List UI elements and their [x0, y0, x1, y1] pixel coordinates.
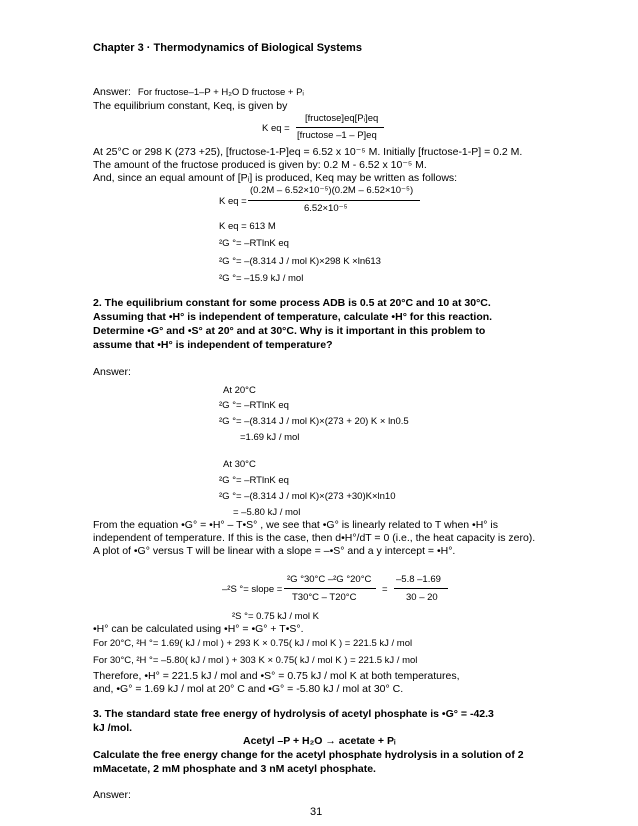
- calc-line: =1.69 kJ / mol: [240, 432, 300, 443]
- keq-numerator: [fructose]eq[Pᵢ]eq: [305, 113, 379, 124]
- calc-line: K eq = 613 M: [219, 221, 276, 232]
- calc-line: ²S °= 0.75 kJ / mol K: [232, 611, 319, 622]
- page-number: 31: [310, 806, 323, 818]
- text-line: A plot of •G° versus T will be linear with a slope = –•S° and a y intercept = •H°.: [93, 545, 456, 557]
- fraction-bar: [394, 588, 448, 589]
- calc-line: For 30°C, ²H °= –5.80( kJ / mol ) + 303 K × 0.75( kJ / mol K ) = 221.5 kJ / mol: [93, 655, 418, 666]
- answer-1: [93, 86, 304, 98]
- calc-line: ²G °= –(8.314 J / mol K)×298 K ×ln613: [219, 256, 381, 267]
- text-line: At 25°C or 298 K (273 +25), [fructose-1-P]eq = 6.52 x 10⁻⁵ M. Initially [fructose-1-P] = 0.2 M.: [93, 146, 523, 158]
- heading-30c: At 30°C: [223, 459, 256, 470]
- answer-label: Answer:: [93, 86, 131, 98]
- slope-numerator: ²G °30°C –²G °20°C: [287, 574, 372, 585]
- text-line: From the equation •G° = •H° – T•S° , we see that •G° is linearly related to T when •H° is: [93, 519, 499, 531]
- answer-label: Answer:: [93, 366, 131, 378]
- slope-lhs: –²S °= slope =: [222, 584, 283, 595]
- text-line: independent of temperature. If this is the case, then d•H°/dT = 0 (i.e., the heat capacity is zero).: [93, 532, 536, 544]
- question-3-line: 3. The standard state free energy of hydrolysis of acetyl phosphate is •G° = -42.3: [93, 708, 494, 720]
- question-3-line: kJ /mol.: [93, 722, 133, 734]
- calc-numerator: (0.2M – 6.52×10⁻⁵)(0.2M – 6.52×10⁻⁵): [250, 185, 414, 196]
- slope-denominator-values: 30 – 20: [406, 592, 438, 603]
- calc-line: For 20°C, ²H °= 1.69( kJ / mol ) + 293 K × 0.75( kJ / mol K ) = 221.5 kJ / mol: [93, 638, 413, 649]
- question-2-line: assume that •H° is independent of temperature?: [93, 339, 333, 351]
- slope-denominator: T30°C – T20°C: [292, 592, 357, 603]
- keq-lhs: K eq =: [262, 123, 290, 134]
- question-3-line: mMacetate, 2 mM phosphate and 3 nM acetyl phosphate.: [93, 763, 376, 775]
- text-line: The amount of the fructose produced is given by: 0.2 M - 6.52 x 10⁻⁵ M.: [93, 159, 427, 171]
- text-line: Therefore, •H° = 221.5 kJ / mol and •S° = 0.75 kJ / mol K at both temperatures,: [93, 670, 460, 682]
- answer-label: Answer:: [93, 789, 131, 801]
- question-3-line: Calculate the free energy change for the acetyl phosphate hydrolysis in a solution of 2: [93, 749, 524, 761]
- calc-line: ²G °= –(8.314 J / mol K)×(273 + 20) K × ln0.5: [219, 416, 409, 427]
- question-2-line: Assuming that •H° is independent of temperature, calculate •H° for this reaction.: [93, 311, 493, 323]
- calc-line: = –5.80 kJ / mol: [233, 507, 301, 518]
- keq-intro: The equilibrium constant, Keq, is given by: [93, 100, 288, 112]
- text-line: •H° can be calculated using •H° = •G° + T•S°.: [93, 623, 304, 635]
- fraction-bar: [284, 588, 376, 589]
- calc-denominator: 6.52×10⁻⁵: [304, 203, 348, 214]
- calc-line: ²G °= –RTlnK eq: [219, 400, 289, 411]
- calc-line: ²G °= –15.9 kJ / mol: [219, 273, 304, 284]
- chapter-header: Chapter 3 · Thermodynamics of Biological Systems: [93, 42, 362, 54]
- calc-line: ²G °= –RTlnK eq: [219, 475, 289, 486]
- calc-line: ²G °= –RTlnK eq: [219, 238, 289, 249]
- equals-sign: =: [382, 584, 388, 595]
- question-2-line: Determine •G° and •S° at 20° and at 30°C. Why is it important in this problem to: [93, 325, 486, 337]
- calc-lhs: K eq =: [219, 196, 247, 207]
- reaction-equation: Acetyl –P + H₂O → acetate + Pᵢ: [243, 735, 396, 747]
- fraction-bar: [248, 200, 420, 201]
- text-line: And, since an equal amount of [Pᵢ] is produced, Keq may be written as follows:: [93, 172, 458, 184]
- keq-denominator: [fructose –1 – P]eq: [297, 130, 377, 141]
- heading-20c: At 20°C: [223, 385, 256, 396]
- slope-numerator-values: –5.8 –1.69: [396, 574, 441, 585]
- calc-line: ²G °= –(8.314 J / mol K)×(273 +30)K×ln10: [219, 491, 396, 502]
- fraction-bar: [296, 127, 384, 128]
- reaction-equation: For fructose–1–P + H₂O D fructose + Pᵢ: [137, 87, 304, 98]
- question-2-line: 2. The equilibrium constant for some process ADB is 0.5 at 20°C and 10 at 30°C.: [93, 297, 491, 309]
- text-line: and, •G° = 1.69 kJ / mol at 20° C and •G° = -5.80 kJ / mol at 30° C.: [93, 683, 404, 695]
